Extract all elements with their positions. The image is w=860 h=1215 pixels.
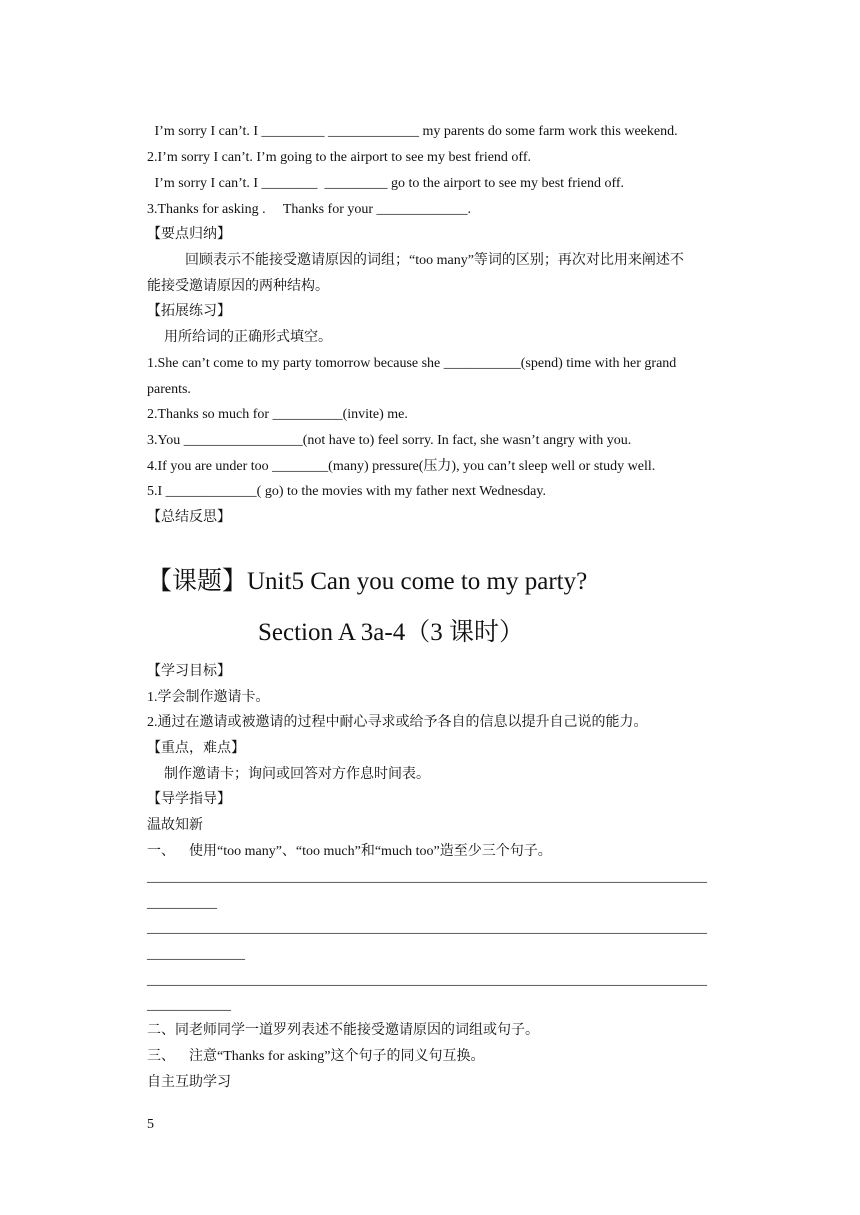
exercise-line: 1.She can’t come to my party tomorrow because she ___________(spend) time with her grand	[147, 356, 677, 371]
exercise-line: 3.You _________________(not have to) feel sorry. In fact, she wasn’t angry with you.	[147, 433, 632, 448]
answer-blank: ________________________________________________________________________________	[147, 921, 707, 936]
exercise-line: 2.Thanks so much for __________(invite) me.	[147, 407, 408, 422]
exercise-line: 4.If you are under too ________(many) pressure(压力), you can’t sleep well or study well.	[147, 459, 656, 474]
exercise-line: 5.I _____________( go) to the movies with my father next Wednesday.	[147, 484, 546, 499]
instruction-text: 用所给词的正确形式填空。	[164, 330, 332, 345]
task-item: 一、 使用“too many”、“too much”和“much too”造至少三个句子。	[147, 844, 552, 859]
exercise-line: I’m sorry I can’t. I ________ _________ go to the airport to see my best friend off.	[151, 176, 625, 191]
section-heading: 【学习目标】	[147, 664, 231, 679]
goal-item: 2.通过在邀请或被邀请的过程中耐心寻求或给予各自的信息以提升自己说的能力。	[147, 715, 648, 730]
section-heading: 【要点归纳】	[147, 227, 231, 242]
answer-blank: ______________	[147, 947, 245, 962]
summary-text: 能接受邀请原因的两种结构。	[147, 279, 329, 294]
page-number: 5	[147, 1117, 154, 1132]
summary-text: 回顾表示不能接受邀请原因的词组；“too many”等词的区别；再次对比用来阐述不	[185, 253, 684, 268]
section-heading: 【拓展练习】	[147, 304, 231, 319]
lesson-title: 【课题】Unit5 Can you come to my party?	[147, 568, 588, 595]
section-heading: 【总结反思】	[147, 510, 231, 525]
exercise-line: parents.	[147, 382, 191, 397]
section-heading: 【重点，难点】	[147, 741, 245, 756]
exercise-line: I’m sorry I can’t. I _________ _____________ my parents do some farm work this weekend.	[151, 124, 678, 139]
task-item: 三、 注意“Thanks for asking”这个句子的同义句互换。	[147, 1049, 485, 1064]
answer-blank: ________________________________________________________________________________	[147, 973, 707, 988]
lesson-subtitle: Section A 3a-4（3 课时）	[258, 619, 524, 646]
exercise-line: 2.I’m sorry I can’t. I’m going to the airport to see my best friend off.	[147, 150, 531, 165]
section-heading: 【导学指导】	[147, 792, 231, 807]
answer-blank: ________________________________________________________________________________	[147, 870, 707, 885]
exercise-line: 3.Thanks for asking . Thanks for your _____________.	[147, 202, 472, 217]
key-point-text: 制作邀请卡；询问或回答对方作息时间表。	[164, 767, 430, 782]
answer-blank: ____________	[147, 998, 231, 1013]
task-item: 二、同老师同学一道罗列表述不能接受邀请原因的词组或句子。	[147, 1023, 539, 1038]
subsection-label: 温故知新	[147, 818, 203, 833]
answer-blank: __________	[147, 896, 217, 911]
subsection-label: 自主互助学习	[147, 1075, 231, 1090]
goal-item: 1.学会制作邀请卡。	[147, 690, 270, 705]
